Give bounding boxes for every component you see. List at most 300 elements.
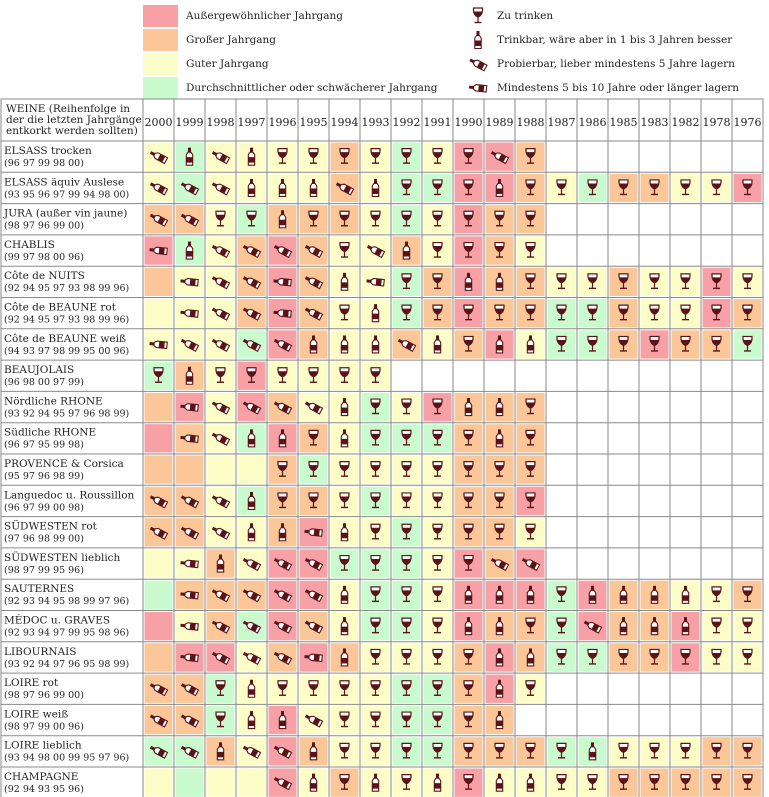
legend-label-lying: Mindestens 5 bis 10 Jahre oder länger lagern — [497, 82, 740, 94]
vintage-cell — [300, 362, 328, 390]
vintage-cell — [176, 549, 204, 577]
vintage-cell — [424, 236, 452, 264]
vintage-cell — [641, 299, 669, 327]
vintage-cell — [269, 393, 297, 421]
wine-region-label: Nördliche RHONE — [4, 395, 103, 408]
vintage-cell — [362, 268, 390, 296]
year-tick-label: 1989 — [485, 116, 514, 129]
vintage-cell — [455, 706, 483, 734]
year-tick-label: 1976 — [733, 116, 762, 129]
vintage-cell — [455, 393, 483, 421]
vintage-cell — [548, 330, 576, 358]
vintage-cell — [207, 424, 235, 452]
vintage-cell — [424, 643, 452, 671]
vintage-cell — [145, 769, 173, 797]
vintage-cell — [424, 330, 452, 358]
vintage-cell — [238, 706, 266, 734]
vintage-cell — [486, 643, 514, 671]
vintage-cell — [579, 737, 607, 765]
vintage-cell — [455, 769, 483, 797]
year-tick-label: 1986 — [578, 116, 607, 129]
vintage-cell — [548, 612, 576, 640]
vintage-cell — [207, 612, 235, 640]
vintage-cell — [207, 299, 235, 327]
vintage-cell — [145, 174, 173, 202]
vintage-cell — [207, 268, 235, 296]
vintage-cell — [331, 205, 359, 233]
vintage-cell — [393, 549, 421, 577]
vintage-cell — [269, 299, 297, 327]
vintage-cell — [300, 706, 328, 734]
vintage-cell — [145, 643, 173, 671]
vintage-cell — [238, 174, 266, 202]
vintage-cell — [641, 174, 669, 202]
vintage-cell — [145, 518, 173, 546]
vintage-cell — [579, 581, 607, 609]
vintage-cell — [176, 174, 204, 202]
vintage-cell — [672, 268, 700, 296]
wine-region-label: ELSASS trocken — [4, 145, 92, 157]
vintage-cell — [331, 675, 359, 703]
vintage-cell — [424, 456, 452, 484]
wine-order-label: (95 97 96 98 99) — [4, 471, 84, 482]
vintage-cell — [579, 612, 607, 640]
vintage-cell — [176, 769, 204, 797]
vintage-cell — [486, 769, 514, 797]
vintage-cell — [455, 236, 483, 264]
vintage-cell — [548, 737, 576, 765]
wine-order-label: (92 93 94 95 98 99 97 96) — [4, 596, 130, 608]
vintage-cell — [579, 769, 607, 797]
vintage-cell — [486, 612, 514, 640]
vintage-cell — [424, 299, 452, 327]
vintage-cell — [331, 456, 359, 484]
vintage-cell — [486, 174, 514, 202]
vintage-cell — [238, 643, 266, 671]
vintage-cell — [176, 612, 204, 640]
vintage-cell — [207, 236, 235, 264]
vintage-cell — [362, 769, 390, 797]
year-tick-label: 1990 — [454, 116, 483, 129]
vintage-cell — [393, 518, 421, 546]
vintage-cell — [393, 612, 421, 640]
vintage-cell — [517, 174, 545, 202]
vintage-cell — [486, 487, 514, 515]
vintage-cell — [207, 393, 235, 421]
vintage-cell — [734, 174, 762, 202]
wine-order-label: (98 97 96 99 00) — [4, 690, 84, 702]
vintage-cell — [455, 205, 483, 233]
vintage-cell — [207, 549, 235, 577]
vintage-cell — [269, 612, 297, 640]
vintage-cell — [207, 205, 235, 233]
vintage-cell — [207, 487, 235, 515]
year-tick-label: 1998 — [206, 116, 235, 129]
vintage-cell — [362, 487, 390, 515]
vintage-cell — [486, 143, 514, 171]
legend-label-y: Guter Jahrgang — [186, 58, 269, 70]
year-tick-label: 1991 — [423, 116, 452, 129]
vintage-cell — [548, 643, 576, 671]
vintage-cell — [362, 143, 390, 171]
vintage-cell — [579, 330, 607, 358]
vintage-cell — [331, 236, 359, 264]
legend-label-s: Durchschnittlicher oder schwächerer Jahrgang — [186, 82, 438, 94]
vintage-cell — [238, 769, 266, 797]
vintage-cell — [486, 205, 514, 233]
vintage-cell — [424, 612, 452, 640]
year-tick-label: 1982 — [671, 116, 700, 129]
vintage-cell — [610, 612, 638, 640]
vintage-cell — [486, 393, 514, 421]
vintage-cell — [579, 174, 607, 202]
vintage-cell — [517, 675, 545, 703]
vintage-cell — [269, 424, 297, 452]
vintage-cell — [486, 706, 514, 734]
vintage-cell — [424, 487, 452, 515]
vintage-cell — [548, 268, 576, 296]
vintage-cell — [207, 330, 235, 358]
vintage-cell — [300, 143, 328, 171]
vintage-cell — [269, 518, 297, 546]
vintage-cell — [269, 456, 297, 484]
vintage-cell — [548, 581, 576, 609]
wine-order-label: (93 94 98 00 99 95 97 96) — [4, 752, 130, 764]
vintage-cell — [455, 330, 483, 358]
vintage-cell — [548, 769, 576, 797]
vintage-cell — [455, 299, 483, 327]
vintage-cell — [703, 174, 731, 202]
vintage-cell — [703, 643, 731, 671]
vintage-cell — [331, 268, 359, 296]
vintage-cell — [207, 581, 235, 609]
year-tick-label: 1995 — [299, 116, 328, 129]
wine-region-label: PROVENCE & Corsica — [4, 458, 124, 470]
vintage-cell — [641, 330, 669, 358]
vintage-cell — [145, 737, 173, 765]
vintage-cell — [393, 737, 421, 765]
header-label: entkorkt werden sollten) — [6, 125, 138, 137]
vintage-cell — [424, 424, 452, 452]
vintage-cell — [238, 518, 266, 546]
vintage-cell — [331, 174, 359, 202]
vintage-cell — [734, 268, 762, 296]
wine-region-label: LIBOURNAIS — [4, 645, 77, 658]
vintage-cell — [517, 424, 545, 452]
vintage-cell — [672, 737, 700, 765]
year-tick-label: 1988 — [516, 116, 545, 129]
vintage-cell — [176, 643, 204, 671]
vintage-cell — [300, 299, 328, 327]
vintage-cell — [331, 143, 359, 171]
vintage-cell — [703, 581, 731, 609]
vintage-cell — [610, 330, 638, 358]
vintage-cell — [176, 424, 204, 452]
vintage-cell — [145, 675, 173, 703]
vintage-cell — [424, 268, 452, 296]
vintage-cell — [734, 581, 762, 609]
vintage-cell — [455, 456, 483, 484]
vintage-cell — [734, 330, 762, 358]
wine-region-label: LOIRE rot — [4, 677, 59, 690]
vintage-cell — [362, 424, 390, 452]
vintage-cell — [517, 330, 545, 358]
vintage-cell — [300, 174, 328, 202]
vintage-cell — [672, 769, 700, 797]
vintage-cell — [579, 643, 607, 671]
year-tick-label: 1992 — [392, 116, 421, 129]
vintage-cell — [145, 236, 173, 264]
vintage-cell — [703, 737, 731, 765]
vintage-cell — [362, 205, 390, 233]
vintage-cell — [703, 612, 731, 640]
vintage-cell — [517, 549, 545, 577]
year-tick-label: 1994 — [330, 116, 359, 129]
wine-order-label: (92 94 95 97 93 98 99 96) — [4, 283, 130, 295]
vintage-cell — [610, 737, 638, 765]
vintage-cell — [362, 581, 390, 609]
vintage-cell — [672, 299, 700, 327]
vintage-cell — [486, 581, 514, 609]
vintage-cell — [176, 143, 204, 171]
vintage-cell — [176, 299, 204, 327]
vintage-cell — [486, 456, 514, 484]
vintage-cell — [331, 424, 359, 452]
vintage-cell — [238, 236, 266, 264]
vintage-cell — [393, 393, 421, 421]
vintage-cell — [207, 643, 235, 671]
vintage-cell — [269, 174, 297, 202]
year-tick-label: 2000 — [144, 116, 173, 129]
vintage-cell — [176, 675, 204, 703]
year-tick-label: 1985 — [609, 116, 638, 129]
vintage-cell — [362, 518, 390, 546]
vintage-cell — [610, 268, 638, 296]
vintage-cell — [176, 456, 204, 484]
vintage-cell — [331, 299, 359, 327]
vintage-cell — [300, 675, 328, 703]
vintage-cell — [455, 174, 483, 202]
wine-region-label: SAUTERNES — [4, 583, 75, 596]
vintage-cell — [300, 737, 328, 765]
vintage-cell — [269, 143, 297, 171]
vintage-cell — [269, 769, 297, 797]
vintage-cell — [300, 487, 328, 515]
vintage-cell — [486, 737, 514, 765]
vintage-cell — [145, 268, 173, 296]
vintage-cell — [641, 612, 669, 640]
vintage-cell — [455, 612, 483, 640]
vintage-cell — [393, 205, 421, 233]
vintage-cell — [362, 643, 390, 671]
vintage-cell — [300, 236, 328, 264]
vintage-cell — [424, 706, 452, 734]
vintage-cell — [238, 549, 266, 577]
vintage-cell — [486, 299, 514, 327]
vintage-cell — [145, 487, 173, 515]
vintage-cell — [331, 737, 359, 765]
vintage-cell — [176, 581, 204, 609]
vintage-cell — [517, 581, 545, 609]
vintage-cell — [610, 581, 638, 609]
wine-order-label: (96 97 95 99 98) — [4, 439, 84, 451]
vintage-cell — [176, 236, 204, 264]
vintage-cell — [269, 675, 297, 703]
vintage-cell — [145, 205, 173, 233]
vintage-cell — [176, 268, 204, 296]
vintage-cell — [269, 205, 297, 233]
vintage-cell — [672, 330, 700, 358]
vintage-cell — [579, 268, 607, 296]
vintage-cell — [207, 362, 235, 390]
legend-label-g: Großer Jahrgang — [186, 34, 277, 46]
wine-region-label: Côte de NUITS — [4, 270, 85, 283]
vintage-cell — [393, 706, 421, 734]
wine-order-label: (93 95 96 97 99 94 98 00) — [4, 189, 130, 201]
vintage-cell — [269, 487, 297, 515]
vintage-cell — [641, 769, 669, 797]
vintage-cell — [455, 675, 483, 703]
vintage-cell — [331, 769, 359, 797]
vintage-cell — [393, 675, 421, 703]
vintage-cell — [207, 456, 235, 484]
vintage-cell — [238, 299, 266, 327]
vintage-cell — [734, 299, 762, 327]
vintage-cell — [238, 268, 266, 296]
vintage-cell — [269, 236, 297, 264]
vintage-cell — [486, 330, 514, 358]
vintage-cell — [672, 174, 700, 202]
vintage-cell — [176, 737, 204, 765]
vintage-cell — [517, 299, 545, 327]
header-label: WEINE (Reihenfolge in — [6, 103, 131, 115]
vintage-cell — [548, 299, 576, 327]
vintage-cell — [300, 518, 328, 546]
vintage-cell — [393, 424, 421, 452]
vintage-cell — [641, 268, 669, 296]
vintage-cell — [269, 737, 297, 765]
wine-region-label: CHAMPAGNE — [4, 771, 79, 783]
vintage-cell — [269, 362, 297, 390]
vintage-cell — [424, 675, 452, 703]
vintage-cell — [393, 456, 421, 484]
vintage-cell — [517, 518, 545, 546]
vintage-cell — [362, 456, 390, 484]
vintage-cell — [393, 487, 421, 515]
vintage-cell — [300, 612, 328, 640]
wine-order-label: (98 97 99 00 96) — [4, 721, 84, 733]
vintage-cell — [455, 487, 483, 515]
vintage-cell — [610, 643, 638, 671]
vintage-cell — [331, 581, 359, 609]
vintage-cell — [176, 393, 204, 421]
vintage-cell — [455, 268, 483, 296]
wine-order-label: (98 97 96 99 00) — [4, 220, 84, 232]
wine-region-label: MÉDOC u. GRAVES — [4, 614, 111, 627]
vintage-cell — [300, 549, 328, 577]
vintage-cell — [362, 549, 390, 577]
wine-region-label: Côte de BEAUNE rot — [4, 301, 116, 314]
vintage-cell — [145, 330, 173, 358]
vintage-cell — [672, 581, 700, 609]
vintage-cell — [424, 143, 452, 171]
vintage-cell — [455, 424, 483, 452]
vintage-cell — [331, 330, 359, 358]
vintage-cell — [331, 612, 359, 640]
vintage-cell — [269, 706, 297, 734]
legend-label-glass: Zu trinken — [497, 10, 554, 22]
wine-region-label: CHABLIS — [4, 238, 55, 251]
vintage-cell — [331, 549, 359, 577]
vintage-cell — [424, 581, 452, 609]
header-label: der die letzten Jahrgänge — [6, 114, 142, 126]
vintage-cell — [362, 706, 390, 734]
vintage-cell — [610, 174, 638, 202]
vintage-cell — [734, 643, 762, 671]
wine-region-label: LOIRE weiß — [4, 708, 69, 721]
vintage-cell — [207, 174, 235, 202]
vintage-cell — [238, 487, 266, 515]
wine-order-label: (96 98 00 97 99) — [4, 377, 84, 389]
vintage-cell — [703, 769, 731, 797]
legend-label-a: Außergewöhnlicher Jahrgang — [186, 10, 344, 22]
year-tick-label: 1983 — [640, 116, 669, 129]
wine-region-label: Languedoc u. Roussillon — [4, 489, 135, 502]
vintage-cell — [300, 330, 328, 358]
vintage-cell — [455, 643, 483, 671]
year-tick-label: 1997 — [237, 116, 266, 129]
vintage-cell — [145, 706, 173, 734]
vintage-cell — [269, 330, 297, 358]
wine-order-label: (96 97 99 98 00) — [4, 158, 84, 169]
vintage-cell — [300, 581, 328, 609]
vintage-cell — [424, 549, 452, 577]
vintage-cell — [331, 393, 359, 421]
vintage-cell — [145, 393, 173, 421]
vintage-cell — [393, 581, 421, 609]
vintage-cell — [145, 299, 173, 327]
vintage-cell — [331, 487, 359, 515]
vintage-cell — [238, 362, 266, 390]
vintage-cell — [517, 205, 545, 233]
vintage-cell — [393, 299, 421, 327]
year-tick-label: 1978 — [702, 116, 731, 129]
vintage-cell — [641, 737, 669, 765]
vintage-cell — [703, 299, 731, 327]
year-tick-label: 1999 — [175, 116, 204, 129]
vintage-cell — [238, 675, 266, 703]
vintage-cell — [517, 456, 545, 484]
vintage-cell — [331, 706, 359, 734]
vintage-cell — [393, 769, 421, 797]
vintage-cell — [176, 205, 204, 233]
vintage-cell — [424, 737, 452, 765]
vintage-cell — [517, 769, 545, 797]
vintage-cell — [703, 330, 731, 358]
vintage-cell — [517, 487, 545, 515]
vintage-cell — [734, 769, 762, 797]
vintage-cell — [548, 174, 576, 202]
vintage-cell — [331, 643, 359, 671]
vintage-cell — [517, 236, 545, 264]
legend-label-tilted: Probierbar, lieber mindestens 5 Jahre lagern — [497, 58, 735, 70]
vintage-cell — [238, 330, 266, 358]
vintage-cell — [703, 268, 731, 296]
vintage-cell — [486, 424, 514, 452]
vintage-cell — [393, 236, 421, 264]
vintage-cell — [269, 549, 297, 577]
vintage-cell — [300, 205, 328, 233]
